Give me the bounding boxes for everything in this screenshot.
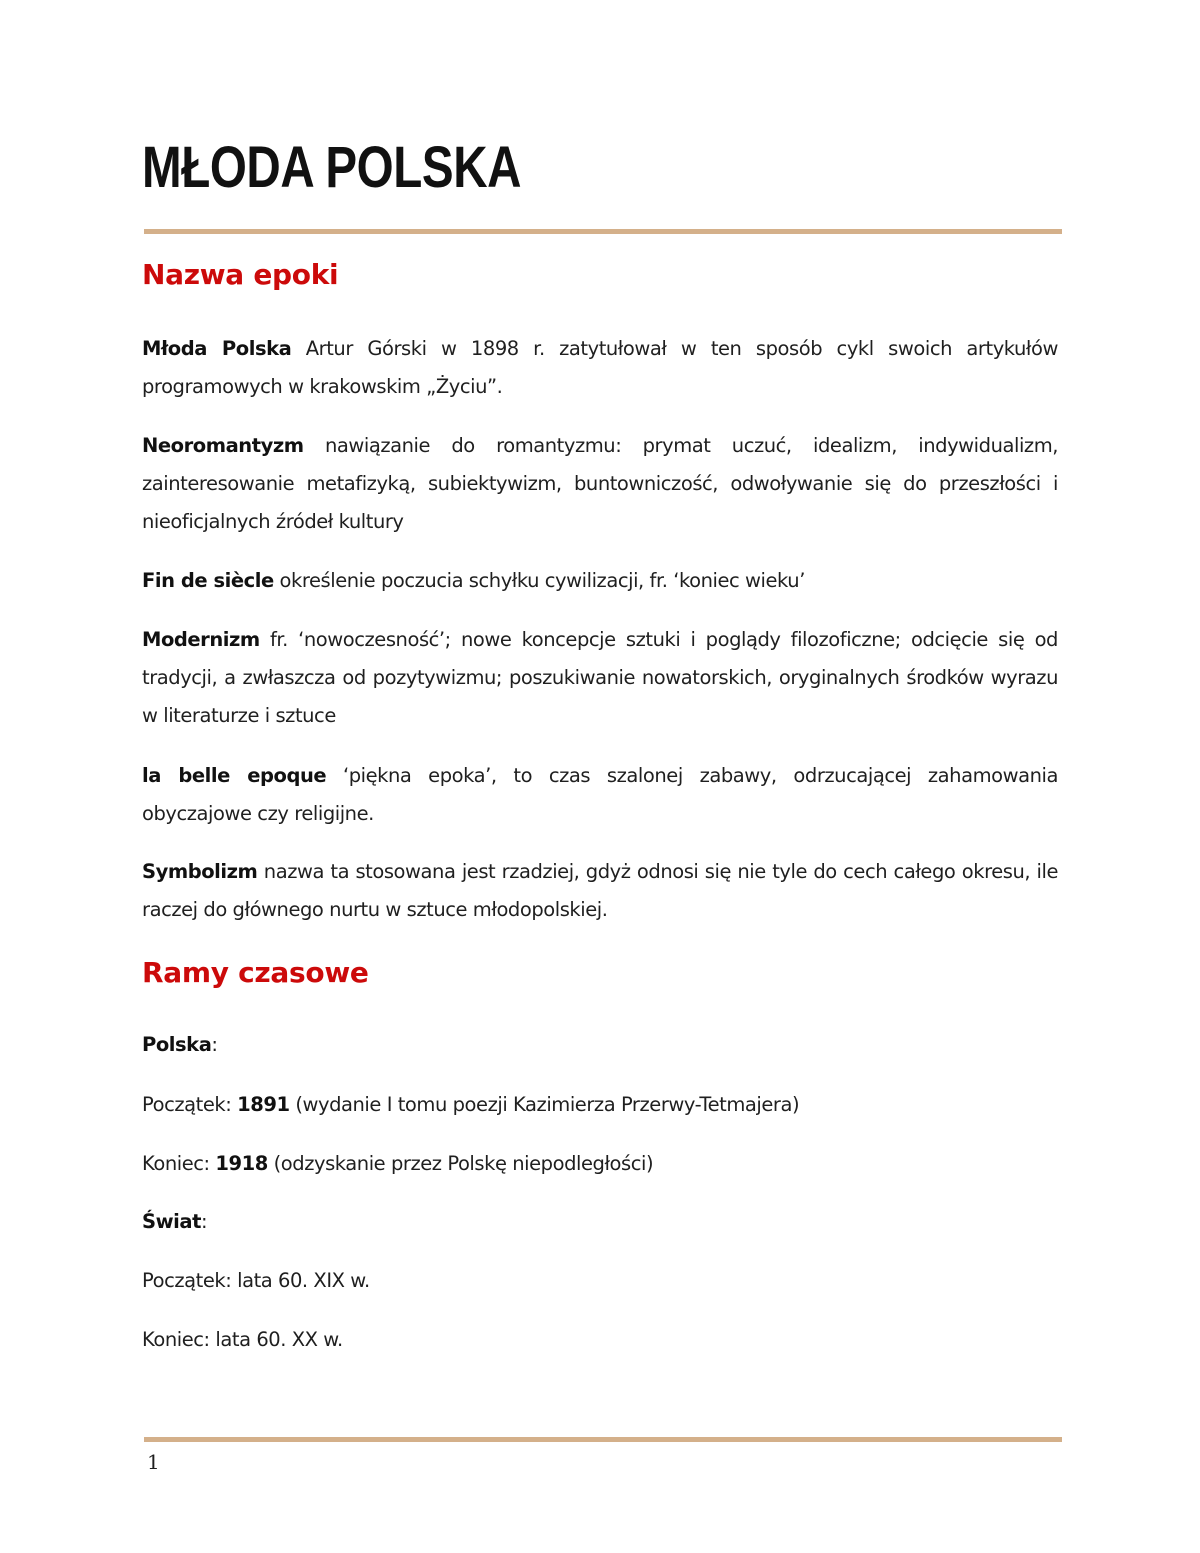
polska-end-label: Koniec: [142, 1152, 216, 1175]
polska-start-note: (wydanie I tomu poezji Kazimierza Przerwy-Tetmajera) [289, 1093, 800, 1116]
definition-text: nazwa ta stosowana jest rzadziej, gdyż odnosi się nie tyle do cech całego okresu, ile raczej do głównego nurtu w sztuce młodopolskiej. [142, 860, 1058, 921]
swiat-start-line: Początek: lata 60. XIX w. [142, 1269, 370, 1292]
definition-term: Neoromantyzm [142, 434, 304, 457]
polska-end-line [142, 1145, 653, 1183]
footer-divider [144, 1437, 1062, 1442]
swiat-end-line: Koniec: lata 60. XX w. [142, 1328, 343, 1351]
polska-label-line [142, 1026, 218, 1064]
definition-term: la belle epoque [142, 764, 327, 787]
swiat-label-line [142, 1203, 207, 1241]
polska-start-year: 1891 [237, 1093, 290, 1116]
definition-paragraph [142, 427, 1058, 541]
title-divider [144, 229, 1062, 234]
polska-end-note: (odzyskanie przez Polskę niepodległości) [267, 1152, 654, 1175]
definition-text: fr. ‘nowoczesność’; nowe koncepcje sztuki i poglądy filozoficzne; odcięcie się od tradycji, a zwłaszcza od pozytywizmu; poszukiwanie nowatorskich, oryginalnych środków wyrazu w literaturze i sztuce [142, 628, 1058, 727]
definition-text: Artur Górski w 1898 r. zatytułował w ten sposób cykl swoich artykułów programowych w krakowskim „Życiu”. [142, 337, 1058, 398]
definition-paragraph [142, 757, 1058, 833]
definition-paragraph [142, 562, 1058, 600]
polska-start-label: Początek: [142, 1093, 238, 1116]
definition-term: Młoda Polska [142, 337, 292, 360]
section-heading-ramy-czasowe: Ramy czasowe [142, 956, 369, 989]
definition-paragraph [142, 621, 1058, 735]
document-title: MŁODA POLSKA [142, 135, 522, 200]
definition-term: Fin de siècle [142, 569, 274, 592]
section-heading-nazwa-epoki: Nazwa epoki [142, 258, 339, 291]
definition-text: określenie poczucia schyłku cywilizacji, fr. ‘koniec wieku’ [273, 569, 805, 592]
polska-start-line [142, 1086, 799, 1124]
definition-text: ‘piękna epoka’, to czas szalonej zabawy, odrzucającej zahamowania obyczajowe czy religijne. [142, 764, 1058, 825]
definition-term: Symbolizm [142, 860, 258, 883]
definition-text: nawiązanie do romantyzmu: prymat uczuć, idealizm, indywidualizm, zainteresowanie metafizyką, subiektywizm, buntowniczość, odwoływanie się do przeszłości i nieoficjalnych źródeł kultury [142, 434, 1058, 533]
swiat-label-suffix: : [200, 1210, 208, 1233]
document-page [142, 0, 1060, 1553]
definition-paragraph [142, 853, 1058, 929]
definition-term: Modernizm [142, 628, 260, 651]
page-number: 1 [147, 1450, 160, 1474]
polska-end-year: 1918 [215, 1152, 268, 1175]
swiat-label: Świat [142, 1210, 201, 1233]
definition-paragraph [142, 330, 1058, 406]
polska-label: Polska [142, 1033, 212, 1056]
polska-label-suffix: : [211, 1033, 218, 1056]
